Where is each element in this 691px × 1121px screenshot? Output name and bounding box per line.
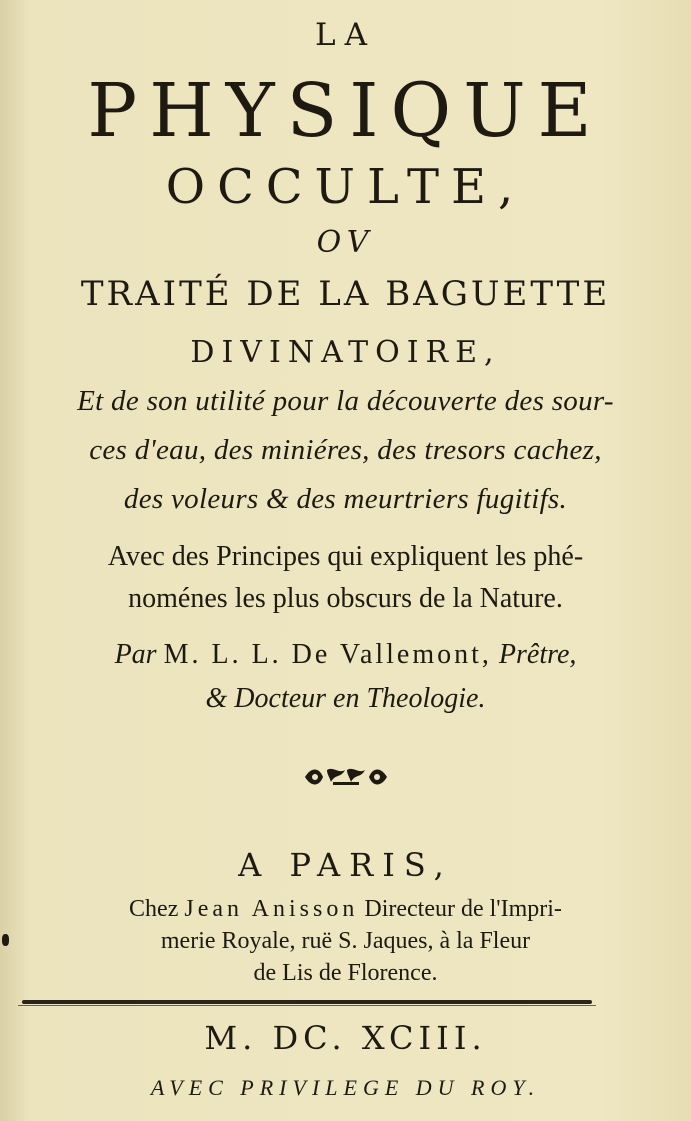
author-degree: & Docteur en Theologie. (205, 683, 486, 714)
title-article: LA (315, 17, 376, 53)
imprint-city: A PARIS, (238, 846, 453, 884)
title-divinatoire: DIVINATOIRE, (190, 335, 501, 370)
divider-rule-thin (18, 1005, 596, 1006)
imprint-chez: Chez (129, 896, 179, 922)
fleuron-icon (301, 764, 391, 790)
imprint-publisher: Jean Anisson (184, 896, 359, 922)
imprint-line-1 (0, 897, 691, 921)
imprint-line-2: merie Royale, ruë S. Jaques, à la Fleur (160, 928, 531, 954)
author-par: Par (114, 639, 157, 670)
printer-ornament (0, 764, 691, 794)
title-ou: OV (316, 225, 375, 260)
imprint-line-3: de Lis de Florence. (253, 960, 438, 986)
title-occulte: OCCULTE, (165, 159, 526, 215)
divider-rule (22, 1000, 592, 1004)
subtitle-line-1: Et de son utilité pour la découverte des sour- (77, 385, 614, 417)
ink-blot (2, 934, 9, 946)
publication-date: M. DC. XCIII. (204, 1019, 487, 1057)
principles-line-1: Avec des Principes qui expliquent les phé- (107, 541, 584, 572)
imprint-line-1-rest: Directeur de l'Impri- (364, 896, 562, 922)
royal-privilege: AVEC PRIVILEGE DU ROY. (150, 1075, 541, 1100)
principles-line-2: noménes les plus obscurs de la Nature. (128, 583, 563, 614)
author-role: Prêtre, (498, 639, 577, 670)
title-physique: PHYSIQUE (87, 68, 604, 154)
author-line (0, 641, 691, 669)
subtitle-line-2: ces d'eau, des miniéres, des tresors cachez, (89, 434, 602, 466)
author-name: M. L. L. De Vallemont, (163, 639, 492, 670)
title-traite: TRAITÉ DE LA BAGUETTE (80, 274, 611, 314)
subtitle-line-3: des voleurs & des meurtriers fugitifs. (123, 483, 568, 515)
